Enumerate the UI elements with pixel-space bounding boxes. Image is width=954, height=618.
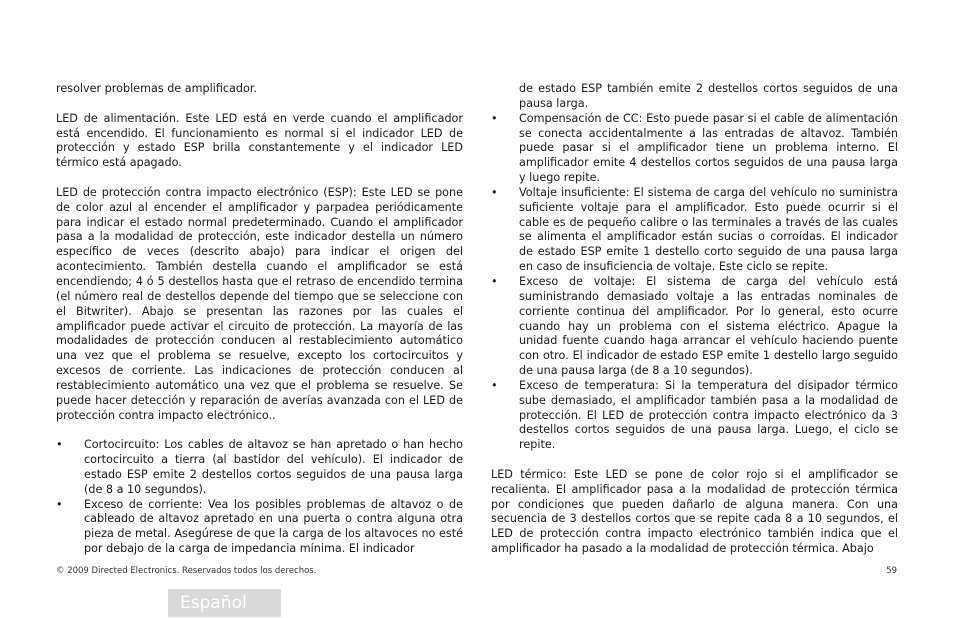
bullet-text-overvoltage: Exceso de voltaje: El sistema de carga del vehículo está suministrando demasiado voltaje a las entradas nominales de corriente continua del amplificador. Por lo general, esto ocurre cuando hay un problema con el sistema eléctrico. Apague la unidad fuente cuando haga arrancar el vehículo haciendo puente con otro. El indicador de estado ESP emite 1 destello largo seguido de una pausa larga (de 8 a 10 segundos). [519,274,898,378]
continuation-paragraph: de estado ESP también emite 2 destellos cortos seguidos de una pausa larga. [519,82,898,110]
bullet-icon: • [56,438,63,452]
bullet-icon: • [491,378,498,392]
bullet-text-overtemperature: Exceso de temperatura: Si la temperatura del disipador térmico sube demasiado, el amplificador también pasa a la modalidad de protección. El LED de protección contra impacto electrónico da 3 destellos cortos seguidos de una pausa larga. Luego, el ciclo se repite. [519,378,898,452]
right-bullet-list [491,112,898,453]
bullet-icon: • [491,111,498,125]
led-esp-paragraph: LED de protección contra impacto electrónico (ESP): Este LED se pone de color azul al encender el amplificador y parpadea periódicamente para indicar el estado normal predeterminado. Cuando el amplificador pasa a la modalidad de protección, este indicador destella un número específico de veces (descrito abajo) para indicar el origen del acontecimiento. También destella cuando el amplificador se está encendiendo; 4 ó 5 destellos hasta que el retraso de encendido termina (el número real de destellos depende del tiempo que se seleccione con el Bitwriter). Abajo se presentan las razones por las cuales el amplificador puede activar el circuito de protección. La mayoría de las modalidades de protección conducen al restablecimiento automático una vez que el problema se resuelve, excepto los cortocircuitos y excesos de corriente. Las indicaciones de protección conducen al restablecimiento automático una vez que el problema se resuelve. Se puede hacer detección y reparación de averías avanzada con el LED de protección contra impacto electrónico.. [56,185,463,422]
bullet-text-undervoltage: Voltaje insuficiente: El sistema de carga del vehículo no suministra suficiente voltaje para el amplificador. Esto puede ocurrir si el cable es de pequeño calibre o las terminales a través de las cuales se alimenta el amplificador están sucias o corroídas. El indicador de estado ESP emite 1 destello corto seguido de una pausa larga en caso de insuficiencia de voltaje. Este ciclo se repite. [519,185,898,274]
bullet-text-dc-offset: Compensación de CC: Esto puede pasar si el cable de alimentación se conecta accidentalmente a las entradas de altavoz. También puede pasar si el amplificador tiene un problema interno. El amplificador emite 4 destellos cortos seguidos de una pausa larga y luego repite. [519,111,898,185]
list-item [491,379,898,453]
list-item [491,186,898,275]
bullet-text-overcurrent: Exceso de corriente: Vea los posibles problemas de altavoz o de cableado de altavoz apretado en una puerta o contra alguna otra pieza de metal. Asegúrese de que la carga de los altavoces no esté por debajo de la carga de impedancia mínima. El indicador [84,497,463,556]
copyright-text: © 2009 Directed Electronics. Reservados todos los derechos. [56,566,317,576]
bullet-icon: • [491,274,498,288]
right-column [491,82,898,557]
page-number: 59 [886,566,897,576]
list-item [491,112,898,186]
left-bullet-list [56,438,463,557]
bullet-text-short-circuit: Cortocircuito: Los cables de altavoz se han apretado o han hecho cortocircuito a tierra (al bastidor del vehículo). El indicador de estado ESP emite 2 destellos cortos seguidos de una pausa larga (de 8 a 10 segundos). [84,438,463,496]
bullet-icon: • [56,497,63,511]
language-tab: Español [168,589,281,617]
list-item [56,438,463,497]
led-thermal-paragraph: LED térmico: Este LED se pone de color rojo si el amplificador se recalienta. El amplificador pasa a la modalidad de protección térmica por condiciones que pueden dañarlo de alguna manera. Con una secuencia de 3 destellos cortos que se repite cada 8 a 10 segundos, el LED de protección contra impacto electrónico también indica que el amplificador ha pasado a la modalidad de protección térmica. Abajo [491,467,898,556]
list-item [491,275,898,379]
led-power-paragraph: LED de alimentación. Este LED está en verde cuando el amplificador está encendido. El funcionamiento es normal si el indicador LED de protección y estado ESP brilla constantemente y el indicador LED térmico está apagado. [56,111,463,170]
bullet-icon: • [491,185,498,199]
list-item [56,498,463,557]
left-column [56,82,463,557]
intro-paragraph: resolver problemas de amplificador. [56,82,257,95]
